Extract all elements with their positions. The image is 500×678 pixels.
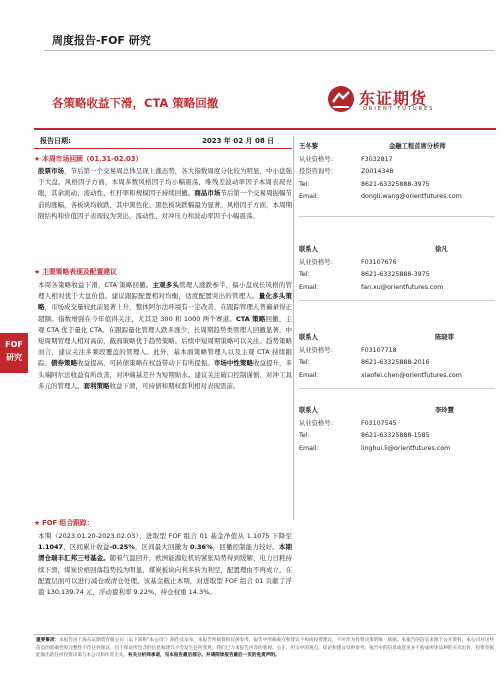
email-link[interactable]: linghui.li@orientfutures.com — [361, 444, 451, 452]
disclaimer-lead: 重要事项： — [36, 638, 60, 643]
report-title: 各策略收益下滑，CTA 策略回撤 — [52, 96, 219, 110]
bold-run: 股票市场 — [38, 167, 65, 175]
column-divider — [293, 136, 294, 520]
disclaimer-divider — [34, 634, 496, 635]
text-run: ，区间累计收益 — [63, 543, 110, 552]
contact-card: 联系人 徐凡 从业资格号： F03107676 Tel： 8621-63325888-3975 Email： fan.xu@orientfutures.com — [299, 244, 495, 294]
disclaimer — [36, 637, 494, 660]
report-series: 周度报告-FOF 研究 — [52, 34, 151, 47]
email-link[interactable]: dongli.wang@orientfutures.com — [361, 193, 462, 201]
analyst-card: 王冬黎 金融工程首席分析师 从业资格号： F3032817 投资咨询号： Z0014348 Tel： 8621-63325888-3975 Email： dongli.wang@orientfutures.com — [299, 141, 495, 204]
header-divider — [44, 50, 494, 51]
section-heading-strategy: ★ 主要策略表现及配置建议 — [34, 268, 117, 276]
bold-run: 套利策略 — [83, 381, 110, 390]
section-heading-market-review: ★ 本周市场回顾（01.31-02.03） — [34, 155, 143, 163]
email-link[interactable]: fan.xu@orientfutures.com — [361, 283, 444, 291]
email-link[interactable]: xiaofei.chen@orientfutures.com — [361, 371, 462, 379]
star-icon: ★ — [34, 268, 41, 276]
disclaimer-text: 本报告由上海东证期货有限公司（以下简称“本公司”）制作及发布，本报告所载资料仅供参考，报告中所载观点和建议不构成投资建议，不应作为投资决策的唯一依据。本报告的信息来源于公开资料，本公司对这些信息的准确性和完整性不作任何保证，也不保证所包含的信息和建议不会发生任何变更。我们已力求报告内容的客观、公正，但文中的观点、结论和建议仅供参考，报告中的信息或意见并不构成所述品种的买卖出价，投资者据此做出的任何投资决策与本公司和作者无关。 — [36, 638, 494, 659]
side-category-label: FOF 研究 — [0, 333, 28, 373]
text-run: 收益提升，多头端阿尔法收益有所改善，对冲端基差升为短期贴水。建议关注破口控制谨慎、对冲工具多元的管理人。 — [38, 359, 293, 390]
contact-card: 联系人 陈晓菲 从业资格号： F03107718 Tel： 8621-63325888-2016 Email： xiaofei.chen@orientfutures.com — [299, 332, 495, 382]
paragraph-market-review — [38, 166, 292, 222]
text-run: ，回撤控制能力较好。 — [212, 543, 279, 552]
text-run: 收益下滑，可持债和期权套利相对表现需前。 — [109, 381, 240, 390]
bold-run: 商品市场 — [194, 189, 221, 198]
text-run: 随着气温回升，欧洲能源危机的紧张局势得到缓解，电力日耗持续下滑，煤炭价格回落趋势较为明显，煤炭板块向利多转为利空，配置理由不再成立，在配置层面可以进行减仓或清仓处理。该基金截止本期，对进取型 FOF 组合 01 贡献了浮盈 130,139.74 元，浮动盈利率 9.22%，持仓权重 14.3%。 — [38, 554, 293, 597]
text-run: ，区间最大回撤为 — [134, 543, 191, 552]
text-run: 回撤，主观 CTA 优于量化 CTA。在跟踪量化管理人跌多涨少，长周期趋势类管理人回撤显著，中短周期管理人相对高前，截面策略优于趋势策略。后续中短周期策略可以关注。趋势策略而言，建议关注多频段覆盖的管理人。此外，基本面策略管理人以及主观 CTA 持续跟踪。 — [38, 314, 293, 368]
section-heading-fof-tracking: ★ FOF 组合跟踪： — [34, 519, 94, 527]
bold-run: 量化多头策略 — [38, 292, 293, 312]
bold-run: 主观多头 — [152, 281, 180, 289]
text-run: 本周各策略收益下滑，CTA 策略回撤。 — [38, 281, 153, 289]
text-run: 节后第一个交易周振幅节前的涨幅，各板块均收跌，其中黑色化、黑色板块跌幅最为显著。风格因子方面，本周期限结构和价值因子表现较为突出，流动性、对冲压力和波动率因子小幅震荡。 — [38, 189, 293, 220]
bold-run: 市场中性策略 — [213, 359, 253, 368]
text-run: 本期（2023.01.20-2023.02.03），进取型 FOF 组合 01 基金净值从 1.1075 下降至 — [38, 532, 292, 540]
logo-text-en: ORIENT FUTURES — [363, 106, 435, 112]
analyst-divider — [299, 300, 495, 301]
text-run: ，市场成交量较此前显著上升，整体阿尔法环境有一定改善，在跟踪管理人普遍录得正超额。指数增强在今年值得关注，尤其是 300 和 1000 两个赛道。 — [38, 303, 293, 323]
contact-card: 联系人 李玲慧 从业资格号： F03107545 Tel： 8621-63325888-1585 Email： linghui.li@orientfutures.com — [299, 405, 495, 455]
company-logo — [327, 85, 497, 115]
paragraph-fof-tracking — [38, 531, 292, 598]
report-date-label: 报告日期: — [40, 137, 71, 145]
bold-run: 1.1047 — [38, 543, 64, 552]
bold-run: 债券策略 — [51, 359, 78, 368]
bold-run: -0.25% — [109, 543, 135, 552]
bold-run: 本期清仓瑞丰汇邦三号基金。 — [38, 543, 293, 563]
paragraph-strategy — [38, 280, 292, 392]
text-run: 收益提高，可转债策略在权益带动下有所提振。 — [77, 359, 214, 368]
disclaimer-tail: 有关分析师承诺，见本报告最后部分。并请阅读报告最后一页的免责声明。 — [127, 653, 280, 659]
report-date-value: 2023 年 02 月 08 日 — [202, 137, 275, 145]
logo-text-cn: 东证期货 — [359, 89, 428, 108]
logo-mark-icon — [327, 85, 355, 113]
title-divider — [34, 128, 496, 130]
date-divider — [34, 148, 292, 149]
analyst-divider — [299, 216, 495, 217]
text-run: ，节后第一个交易周总体呈现上涨态势，各大指数周度分化较为明显，中小盘强于大盘。风格因子方面，本周多数风格因子均小幅震荡，唯残差波动率因子本周表现亮眼，其余流动、流动性、杠杆率和规模因子持续回撤。 — [38, 167, 293, 198]
star-icon: ★ — [34, 155, 41, 163]
bold-run: 0.36% — [190, 543, 213, 552]
analyst-divider — [299, 388, 495, 389]
bold-run: CTA 策略 — [235, 314, 266, 323]
star-icon: ★ — [34, 519, 41, 527]
text-run: 管理人涨跌参半，偏小盘成长风格的管理人相对优于大盘价值。建议跟踪配置相对均衡，适度配置突出的管理人。 — [38, 281, 292, 301]
